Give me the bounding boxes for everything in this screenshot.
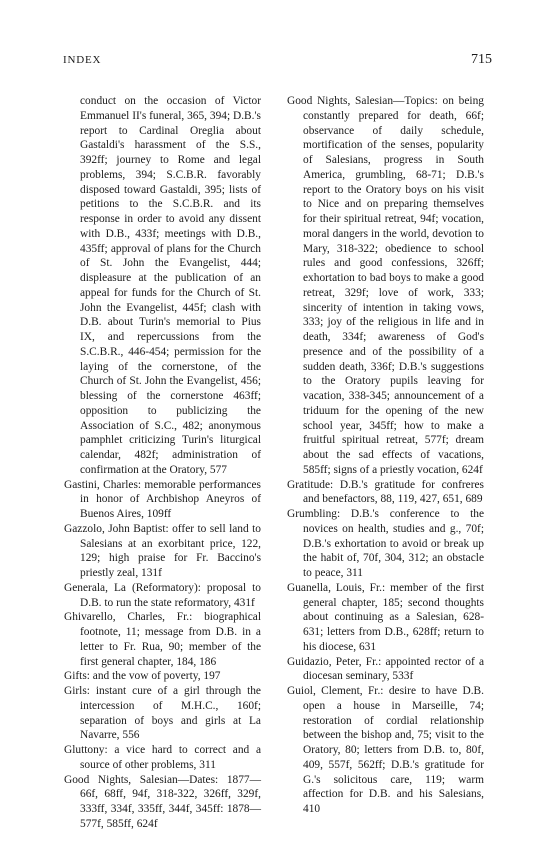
index-entry: Gluttony: a vice hard to correct and a source of other problems, 311 bbox=[64, 744, 261, 771]
index-entry: Good Nights, Salesian—Dates: 1877—66f, 68ff, 94f, 318-322, 326ff, 329f, 333ff, 334f, 335ff, 344f, 345ff: 1878—577f, 585ff, 624f bbox=[64, 773, 261, 830]
index-entry: Ghivarello, Charles, Fr.: biographical footnote, 11; message from D.B. in a letter to Fr. Rua, 90; member of the first general chapter, 184, 186 bbox=[64, 611, 261, 668]
index-entry: conduct on the occasion of Victor Emmanuel II's funeral, 365, 394; D.B.'s report to Cardinal Oreglia about Gastaldi's harassment of the S.S., 392ff; journey to Rome and legal problems, 394; S.C.B.R. favorably disposed toward Gastaldi, 395; lists of petitions to the S.C.B.R. and its response in order to avoid any dissent with D.B., 433f; meetings with D.B., 435ff; approval of plans for the Church of St. John the Evangelist, 444; displeasure at the publication of an appeal for funds for the Church of St. John the Evangelist, 445f; clash with D.B. about Turin's memorial to Pius IX, and repercussions from the S.C.B.R., 446-454; permission for the laying of the cornerstone, of the Church of St. John the Evangelist, 456; blessing of the cornerstone 463ff; opposition to publicizing the Association of S.C., 482; anonymous pamphlet criticizing Turin's liturgical calendar, 482f; administration of confirmation at the Oratory, 577 bbox=[80, 95, 261, 476]
page-number: 715 bbox=[471, 52, 492, 67]
running-head: INDEX bbox=[63, 54, 102, 66]
index-column-right bbox=[287, 94, 484, 817]
index-entry: Gastini, Charles: memorable performances in honor of Archbishop Aneyros of Buenos Aires, 109ff bbox=[64, 478, 261, 520]
index-entry: Good Nights, Salesian—Topics: on being constantly prepared for death, 66f; observance of daily schedule, mortification of the senses, popularity of Salesians, progress in South America, grumbling, 68-71; D.B.'s report to the Oratory boys on his visit to Nice and on preparing themselves for their spiritual retreat, 94f; vocation, moral dangers in the world, devotion to Mary, 318-322; obedience to school rules and good confessions, 326ff; exhortation to bad boys to make a good retreat, 329f; love of work, 333; sincerity of intention in taking vows, 333; joy of the religious in life and in death, 334f; awareness of God's presence and of the possibility of a sudden death, 336f; D.B.'s suggestions to the Oratory pupils leaving for vacation, 338-345; announcement of a triduum for the opening of the new school year, 345ff; how to make a fruitful spiritual retreat, 577f; dream about the sad effects of vacations, 585ff; signs of a priestly vocation, 624f bbox=[287, 95, 484, 476]
index-entry: Gifts: and the vow of poverty, 197 bbox=[64, 670, 221, 683]
index-entry: Guiol, Clement, Fr.: desire to have D.B. open a house in Marseille, 74; restoration of cordial relationship between the bishop and, 75; visit to the Oratory, 80; letters from D.B. to, 80f, 409, 557f, 562ff; D.B.'s gratitude for G.'s solicitous care, 119; warm affection for D.B. and his Salesians, 410 bbox=[287, 685, 484, 815]
index-entry: Generala, La (Reformatory): proposal to D.B. to run the state reformatory, 431f bbox=[64, 581, 261, 609]
index-entry: Grumbling: D.B.'s conference to the novices on health, studies and g., 70f; D.B.'s exhortation to avoid or break up the habit of, 70f, 304, 312; an obstacle to peace, 311 bbox=[287, 508, 484, 579]
index-entry: Guidazio, Peter, Fr.: appointed rector of a diocesan seminary, 533f bbox=[287, 655, 484, 683]
index-entry: Guanella, Louis, Fr.: member of the first general chapter, 185; second thoughts about continuing as a Salesian, 628-631; letters from D.B., 628ff; return to his diocese, 631 bbox=[287, 581, 484, 653]
index-entry: Gazzolo, John Baptist: offer to sell land to Salesians at an exorbitant price, 122, 129; high praise for Fr. Baccino's priestly zeal, 131f bbox=[64, 522, 261, 579]
index-column-left bbox=[64, 94, 261, 832]
index-entry: Girls: instant cure of a girl through the intercession of M.H.C., 160f; separation of boys and girls at La Navarre, 556 bbox=[64, 685, 261, 742]
index-entry: Gratitude: D.B.'s gratitude for confreres and benefactors, 88, 119, 427, 651, 689 bbox=[287, 478, 484, 506]
page-header bbox=[63, 52, 492, 72]
